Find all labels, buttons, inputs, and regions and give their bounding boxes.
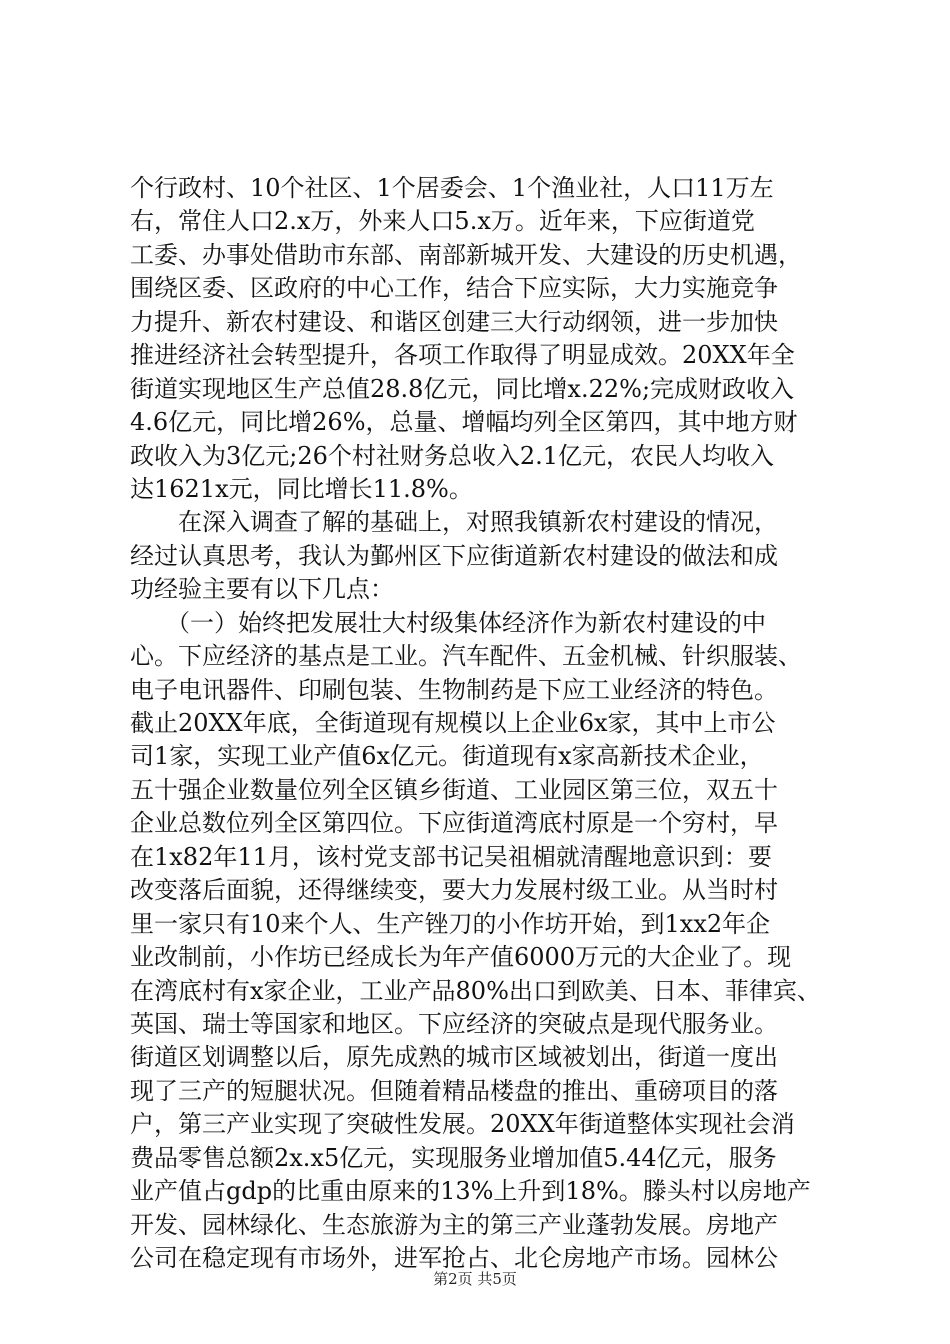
text-line: 街道实现地区生产总值28.8亿元，同比增x.22%;完成财政收入 <box>130 374 795 403</box>
text-line: 在深入调查了解的基础上，对照我镇新农村建设的情况， <box>130 508 778 537</box>
text-line: 户，第三产业实现了突破性发展。20XX年街道整体实现社会消 <box>130 1110 795 1139</box>
text-line: 围绕区委、区政府的中心工作，结合下应实际，大力实施竞争 <box>130 274 778 303</box>
text-line: 电子电讯器件、印刷包装、生物制药是下应工业经济的特色。 <box>130 675 778 704</box>
text-line: 业产值占gdp的比重由原来的13%上升到18%。滕头村以房地产 <box>130 1177 811 1206</box>
text-line: 公司在稳定现有市场外，进军抢占、北仑房地产市场。园林公 <box>130 1244 778 1272</box>
text-line: （一）始终把发展壮大村级集体经济作为新农村建设的中 <box>130 608 766 637</box>
text-line: 司1家，实现工业产值6x亿元。街道现有x家高新技术企业， <box>130 742 764 771</box>
text-line: 达1621x元，同比增长11.8%。 <box>130 474 473 503</box>
text-line: 英国、瑞士等国家和地区。下应经济的突破点是现代服务业。 <box>130 1009 778 1038</box>
text-line: 开发、园林绿化、生态旅游为主的第三产业蓬勃发展。房地产 <box>130 1210 778 1239</box>
text-line: 经过认真思考，我认为鄞州区下应街道新农村建设的做法和成 <box>130 541 778 570</box>
body-text <box>130 172 830 1275</box>
text-line: 右，常住人口2.x万，外来人口5.x万。近年来，下应街道党 <box>130 207 755 236</box>
text-line: 五十强企业数量位列全区镇乡街道、工业园区第三位，双五十 <box>130 775 778 804</box>
text-line: 里一家只有10来个人、生产锉刀的小作坊开始，到1xx2年企 <box>130 909 771 938</box>
text-line: 费品零售总额2x.x5亿元，实现服务业增加值5.44亿元，服务 <box>130 1143 777 1172</box>
text-line: 业改制前，小作坊已经成长为年产值6000万元的大企业了。现 <box>130 943 792 972</box>
text-line: 4.6亿元，同比增26%，总量、增幅均列全区第四，其中地方财 <box>130 408 798 437</box>
text-line: 推进经济社会转型提升，各项工作取得了明显成效。20XX年全 <box>130 341 795 370</box>
text-line: 力提升、新农村建设、和谐区创建三大行动纲领，进一步加快 <box>130 307 778 336</box>
text-line: 企业总数位列全区第四位。下应街道湾底村原是一个穷村，早 <box>130 809 778 838</box>
page-footer: 第2页 共5页 <box>433 1270 517 1288</box>
text-line: 在湾底村有x家企业，工业产品80%出口到欧美、日本、菲律宾、 <box>130 976 821 1005</box>
text-line: 心。下应经济的基点是工业。汽车配件、五金机械、针织服装、 <box>130 642 802 671</box>
text-line: 现了三产的短腿状况。但随着精品楼盘的推出、重磅项目的落 <box>130 1076 778 1105</box>
text-line: 在1x82年11月，该村党支部书记吴祖楣就清醒地意识到：要 <box>130 842 772 871</box>
text-line: 政收入为3亿元;26个村社财务总收入2.1亿元，农民人均收入 <box>130 441 775 470</box>
text-line: 个行政村、10个社区、1个居委会、1个渔业社，人口11万左 <box>130 174 774 202</box>
text-line: 街道区划调整以后，原先成熟的城市区域被划出，街道一度出 <box>130 1043 778 1072</box>
text-line: 功经验主要有以下几点： <box>130 575 394 604</box>
text-line: 工委、办事处借助市东部、南部新城开发、大建设的历史机遇， <box>130 240 802 269</box>
text-line: 截止20XX年底，全街道现有规模以上企业6x家，其中上市公 <box>130 709 776 737</box>
text-line: 改变落后面貌，还得继续变，要大力发展村级工业。从当时村 <box>130 876 778 905</box>
